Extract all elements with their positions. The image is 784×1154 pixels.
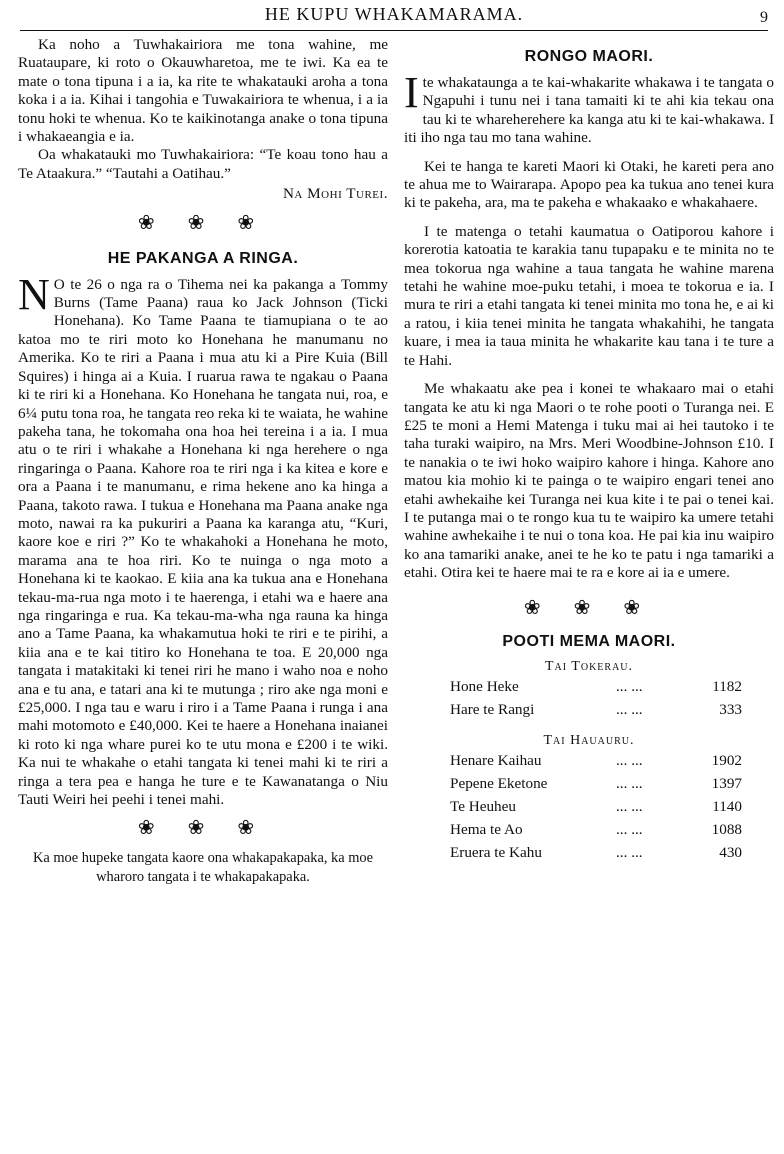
rongo-paragraph-4: Me whakaatu ake pea i konei te whakaaro mai o etahi tangata ke atu ki nga Maori o te rohe pooti o Turanga nei. E £25 te moni a Hemi Matenga i tuku mai ai hei tautoko i te taha turaki waipiro, na Mrs. Meri Woodbine-Johnson £10. I te nanakia o te iwi hoko waipiro kahore i hinga. Kahore ano matou kia mohio ki te painga o te waipiro engari tenei ano etahi awhekaihe kei Turanga nei kua kite i te pai o tenei kai. I te putanga mai o te rongo kua tu te waipiro ka umere tetahi wahine awhekaihe i te nui o tona koa. He pai kia inu waipiro ko ana tamariki anake, anei te he ko te patu i nga tamariki a etahi. Otira kei te haere mai te ra e kore ai ia e umere. (404, 380, 774, 582)
pakanga-heading: HE PAKANGA A RINGA. (107, 249, 299, 267)
intro-paragraph-1: Ka noho a Tuwhakairiora me tona wahine, me Ruataupare, ki roto o Okauwharetoa, me te iwi. Ka ea te mate o tona tipuna i a ia, ka rite te whakatauki aroha a tona koka i a ia. Kihai i tangohia e Tuwakairiora te whenua, i a ia tonu hoki te whenua. Ko te kaikinotanga anake o tona tipuna i whakaeangia e ia. (18, 36, 388, 146)
table-row (450, 675, 742, 698)
proverb: Ka moe hupeke tangata kaore ona whakapakapaka, ka moe wharoro tangata i te whakapakapaka. (32, 850, 374, 885)
rongo-paragraph-3: I te matenga o tetahi kaumatua o Oatiporou kahore i korerotia katoatia te karakia tanu tupapaku e te minita no te mea tokorua nga wahine a taua tangata he wahine marena tetahi he wahine moe-puku tetahi, i moea te tokorua e ia. I mura te riri a etahi tangata ki tenei minita mo tona he, e ai ki a ratou, i kiia tenei minita he tangata whakahihi, he tangata kuare, i mea ia taua minita he whakarite kau tana i te ture a te Hahi. (404, 222, 774, 369)
candidate-name: Henare Kaihau (450, 751, 542, 769)
table-row (450, 795, 742, 818)
vote-count: 1182 (712, 677, 742, 695)
table-row (450, 749, 742, 772)
page-header (20, 0, 768, 30)
leader-dots: ... ... (616, 843, 643, 861)
table-row (450, 698, 742, 721)
candidate-name: Hare te Rangi (450, 700, 535, 718)
table-row (450, 772, 742, 795)
candidate-name: Pepene Eketone (450, 774, 548, 792)
left-column (18, 36, 388, 886)
leader-dots: ... ... (616, 751, 643, 769)
candidate-name: Hema te Ao (450, 820, 523, 838)
flower-ornaments-3: ❀ ❀ ❀ (523, 596, 655, 619)
rongo-paragraph-1: te whakataunga a te kai-whakarite whakawa i te tangata o Ngapuhi i tunu nei i tana tamaiti ki te ahi kia tekau ona tau ki te whareherehere ka kanga atu ki te kai-whakawa. I iti iho nga tau mo tana wahine. (404, 74, 774, 147)
vote-count: 1902 (711, 751, 742, 769)
rongo-heading: RONGO MAORI. (524, 48, 654, 65)
vote-count: 1397 (711, 774, 742, 792)
pakanga-article (18, 269, 388, 810)
flower-ornaments-2: ❀ ❀ ❀ (137, 817, 269, 840)
candidate-name: Hone Heke (450, 677, 519, 695)
pooti-heading: POOTI MEMA MAORI. (502, 632, 676, 650)
right-column (404, 36, 774, 864)
leader-dots: ... ... (616, 677, 643, 695)
tai-tokerau-table (450, 675, 742, 721)
page-number: 9 (760, 9, 768, 26)
leader-dots: ... ... (616, 820, 643, 838)
header-rule (20, 30, 768, 31)
candidate-name: Te Heuheu (450, 797, 516, 815)
candidate-name: Eruera te Kahu (450, 843, 542, 861)
vote-count: 430 (719, 843, 742, 861)
rongo-article (404, 68, 774, 148)
vote-count: 1088 (711, 820, 742, 838)
flower-ornaments: ❀ ❀ ❀ (137, 211, 269, 234)
table-row (450, 841, 742, 864)
vote-count: 333 (719, 700, 742, 718)
intro-paragraph-2: Oa whakatauki mo Tuwhakairiora: “Te koau tono hau a Te Ataakura.” “Tautahi a Oatihau.” (18, 146, 388, 182)
vote-count: 1140 (712, 797, 742, 815)
rongo-dropcap: I (404, 68, 419, 117)
intro-signature: Na Mohi Turei. (282, 185, 388, 203)
leader-dots: ... ... (616, 797, 643, 815)
pakanga-dropcap: N (18, 269, 50, 319)
pakanga-body: O te 26 o nga ra o Tihema nei ka pakanga a Tommy Burns (Tame Paana) raua ko Jack Johnson (Ticki Honehana). Ko Tame Paana te tiamupiana o te ao katoa mo te riri moto ko Honehana he manumanu no Amerika. Ko te riri a Paana i mua atu ki a Pire Kuia (Bill Squires) i hinga ai a Kuia. I ruarua rawa te ngakau o Paana ki te riri ki a Honehana. Ko Honehana he tangata nui, roa, e 6¼ putu tona roa, he tangata reo reka ki te waiata, he wahine pakeha tana, he tokomaha ona hoa hei tereina i a ia. I mua atu o te riri i whakahe a Honehana ki nga herehere o nga ringaringa o Paana. Kahore roa te riri nga i ka kitea e kore e ora a Paana i te manumanu, e rima hekene ano ka hinga a Paana, takoto rawa. I tukua e Honehana ma Paana anake nga moto, nawai ra ka pukuriri a Paana ka karanga atu, “Kuri, kaore koe e riri ?” Ko te whakahoki a Honehana he moto, marama ana te hoa riri. Ko te nuinga o nga moto a Honehana ki te kaokao. E kiia ana ka tukua ana e Honehana tekau-ma-rua nga moto i te haerenga, i etahi wa e haere ana nga ringaringa e rua. Ka tekau-ma-wha nga rauna ka hinga ano a Tame Paana, ka whakamutua hoki te riri e te pirihi, a kiia ana e te kai titiro ko Honehana te toa. E 20,000 nga tangata i matakitaki ki tenei riri he mano i waho noa e noho ana e tu ana, e tatari ana ki te mutunga ; riro ake nga moni e £25,000. I nga tau e waru i riro i a Tame Paana i runga i ana mahi motomoto e £40,000. Kei te haere a Honehana inaianei ki roto ki nga whare purei ko te utu mona e £200 i te wiki. Ka nui te whakahe o etahi tangata ki tenei mahi ki te riri a ringa a tera pea e hanga he ture e te Kawanatanga o Niu Tauti Weiri hei peehi i tenei mahi. (18, 275, 388, 809)
table-row (450, 818, 742, 841)
tai-hauauru-table (450, 749, 742, 864)
tai-tokerau-label: Tai Tokerau. (544, 658, 634, 674)
tai-hauauru-label: Tai Hauauru. (543, 732, 635, 748)
rongo-paragraph-2: Kei te hanga te kareti Maori ki Otaki, he kareti pera ano te ahua me to Wairarapa. Apopo pea ka tukua ano tenei kura ki te pakeha, ara, ma te pakeha e whakaako e whakahaere. (404, 157, 774, 212)
leader-dots: ... ... (616, 774, 643, 792)
running-title: HE KUPU WHAKAMARAMA. (264, 4, 524, 24)
leader-dots: ... ... (616, 700, 643, 718)
